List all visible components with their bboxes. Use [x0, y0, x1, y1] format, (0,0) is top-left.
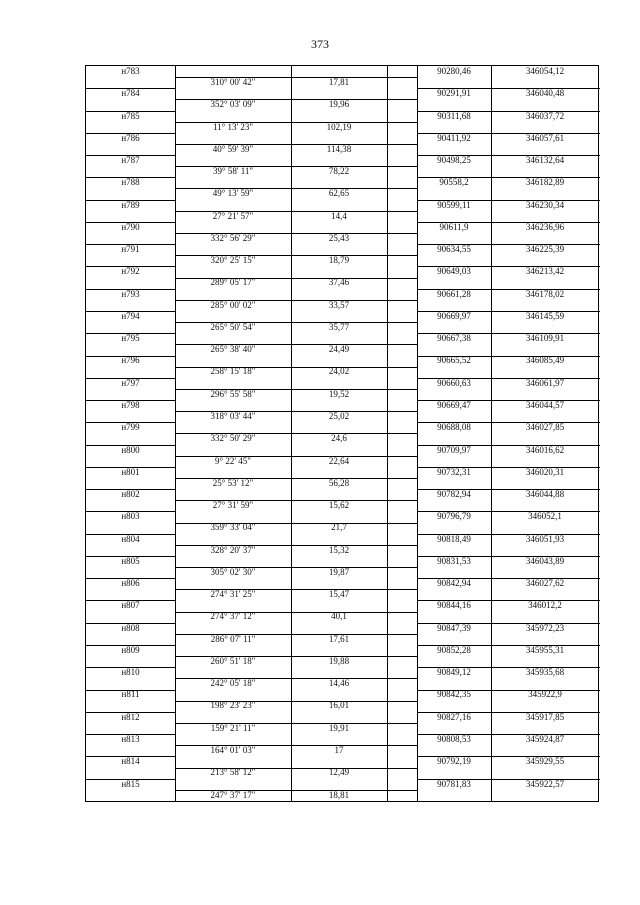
row-divider — [86, 734, 175, 735]
segment-divider — [175, 723, 417, 724]
row-divider — [86, 445, 175, 446]
point-name: н809 — [121, 644, 140, 655]
coordinate-y: 346037,72 — [525, 110, 565, 121]
coordinate-y: 346057,61 — [525, 132, 565, 143]
row-divider — [86, 556, 175, 557]
coordinate-x: 90842,35 — [437, 689, 471, 700]
segment-divider — [175, 745, 417, 746]
segment-divider — [175, 77, 417, 78]
row-divider — [417, 779, 600, 780]
segment-length: 14,4 — [331, 210, 347, 221]
row-divider — [417, 534, 600, 535]
row-divider — [86, 534, 175, 535]
column-divider — [417, 66, 418, 801]
segment-length: 17,61 — [328, 633, 350, 644]
coordinate-x: 90611,9 — [439, 221, 469, 232]
coordinate-y: 346061,97 — [525, 377, 565, 388]
row-divider — [86, 266, 175, 267]
segment-divider — [175, 389, 417, 390]
segment-angle: 159° 21' 11" — [210, 722, 256, 733]
segment-length: 19,88 — [328, 655, 350, 666]
coordinate-x: 90311,68 — [437, 110, 471, 121]
row-divider — [417, 712, 600, 713]
point-name: н804 — [121, 533, 140, 544]
segment-length: 56,28 — [328, 477, 350, 488]
segment-divider — [175, 701, 417, 702]
segment-angle: 359° 33' 04" — [210, 522, 256, 533]
coordinate-y: 345955,31 — [525, 644, 565, 655]
column-divider — [175, 66, 176, 801]
row-divider — [86, 422, 175, 423]
row-divider — [86, 511, 175, 512]
row-divider — [417, 333, 600, 334]
row-divider — [417, 623, 600, 624]
coordinate-y: 345917,85 — [525, 711, 565, 722]
point-name: н810 — [121, 667, 140, 678]
segment-angle: 265° 38' 40" — [210, 344, 256, 355]
row-divider — [86, 756, 175, 757]
segment-angle: 164° 01' 03" — [210, 744, 256, 755]
segment-length: 14,46 — [328, 678, 350, 689]
coordinate-y: 345929,55 — [525, 756, 565, 767]
coordinate-x: 90558,2 — [439, 177, 469, 188]
column-divider — [491, 66, 492, 801]
row-divider — [417, 400, 600, 401]
coordinate-x: 90411,92 — [437, 132, 471, 143]
coordinate-x: 90667,38 — [437, 333, 471, 344]
column-divider — [291, 66, 292, 801]
coordinate-x: 90291,91 — [437, 88, 471, 99]
point-name: н788 — [121, 177, 140, 188]
coordinate-x: 90669,47 — [437, 399, 471, 410]
point-name: н796 — [121, 355, 140, 366]
coordinate-y: 346230,34 — [525, 199, 565, 210]
coordinate-y: 345972,23 — [525, 622, 565, 633]
segment-divider — [175, 344, 417, 345]
segment-angle: 274° 31' 25" — [210, 589, 256, 600]
point-name: н812 — [121, 711, 140, 722]
coordinate-x: 90660,63 — [437, 377, 471, 388]
coordinate-y: 346182,89 — [525, 177, 565, 188]
segment-length: 33,57 — [328, 299, 350, 310]
segment-angle: 310° 00' 42" — [210, 77, 256, 87]
row-divider — [86, 356, 175, 357]
segment-length: 21,7 — [331, 522, 347, 533]
coordinate-y: 346052,1 — [528, 511, 562, 522]
segment-divider — [175, 612, 417, 613]
coordinate-x: 90732,31 — [437, 466, 471, 477]
row-divider — [417, 690, 600, 691]
segment-angle: 27° 31' 59" — [212, 500, 254, 511]
segment-length: 19,52 — [328, 388, 350, 399]
row-divider — [417, 734, 600, 735]
point-name: н811 — [121, 689, 140, 700]
segment-length: 15,47 — [328, 589, 350, 600]
page-number: 373 — [311, 37, 329, 51]
row-divider — [86, 311, 175, 312]
row-divider — [417, 422, 600, 423]
coordinate-x: 90808,53 — [437, 733, 471, 744]
segment-angle: 198° 23' 23" — [210, 700, 256, 711]
coordinate-y: 346012,2 — [528, 600, 562, 611]
point-name: н783 — [121, 66, 140, 76]
coordinate-x: 90831,53 — [437, 555, 471, 566]
row-divider — [417, 445, 600, 446]
segment-divider — [175, 790, 417, 791]
segment-angle: 265° 50' 54" — [210, 321, 256, 332]
segment-divider — [175, 278, 417, 279]
coordinate-x: 90796,79 — [437, 511, 471, 522]
segment-length: 22,64 — [328, 455, 350, 466]
coordinate-y: 346236,96 — [525, 221, 565, 232]
point-name: н784 — [121, 88, 140, 99]
segment-angle: 289° 05' 17" — [210, 277, 256, 288]
coordinate-y: 346027,85 — [525, 422, 565, 433]
segment-length: 24,6 — [331, 433, 347, 444]
coordinate-y: 346085,49 — [525, 355, 565, 366]
row-divider — [417, 111, 600, 112]
row-divider — [417, 756, 600, 757]
segment-divider — [175, 567, 417, 568]
row-divider — [417, 467, 600, 468]
segment-length: 19,87 — [328, 566, 350, 577]
coordinate-x: 90669,97 — [437, 310, 471, 321]
row-divider — [417, 200, 600, 201]
segment-angle: 320° 25' 15" — [210, 255, 256, 266]
segment-divider — [175, 233, 417, 234]
coordinate-y: 345935,68 — [525, 667, 565, 678]
coordinate-x: 90661,28 — [437, 288, 471, 299]
segment-angle: 247° 37' 17" — [210, 789, 256, 800]
row-divider — [86, 779, 175, 780]
coordinate-y: 345922,57 — [525, 778, 565, 789]
segment-angle: 305° 02' 30" — [210, 566, 256, 577]
row-divider — [417, 356, 600, 357]
point-name: н801 — [121, 466, 140, 477]
row-divider — [86, 645, 175, 646]
segment-divider — [175, 634, 417, 635]
coordinate-y: 346043,89 — [525, 555, 565, 566]
row-divider — [86, 578, 175, 579]
row-divider — [86, 690, 175, 691]
segment-divider — [175, 656, 417, 657]
segment-divider — [175, 144, 417, 145]
segment-length: 16,01 — [328, 700, 350, 711]
row-divider — [417, 266, 600, 267]
coordinate-y: 346044,88 — [525, 489, 565, 500]
point-name: н798 — [121, 399, 140, 410]
coordinate-x: 90688,08 — [437, 422, 471, 433]
coordinate-y: 346109,91 — [525, 333, 565, 344]
segment-angle: 296° 55' 58" — [210, 388, 256, 399]
row-divider — [417, 177, 600, 178]
row-divider — [417, 489, 600, 490]
row-divider — [86, 600, 175, 601]
row-divider — [86, 222, 175, 223]
segment-length: 37,46 — [328, 277, 350, 288]
segment-divider — [175, 255, 417, 256]
segment-angle: 328° 20' 37" — [210, 544, 256, 555]
row-divider — [417, 155, 600, 156]
row-divider — [86, 667, 175, 668]
segment-length: 19,96 — [328, 99, 350, 110]
point-name: н800 — [121, 444, 140, 455]
segment-angle: 40° 59' 39" — [212, 143, 254, 154]
segment-angle: 9° 22' 45" — [215, 455, 251, 466]
segment-length: 25,43 — [328, 232, 350, 243]
row-divider — [417, 289, 600, 290]
row-divider — [417, 244, 600, 245]
point-name: н806 — [121, 578, 140, 589]
coordinate-x: 90498,25 — [437, 155, 471, 166]
segment-divider — [175, 122, 417, 123]
segment-length: 78,22 — [328, 166, 350, 177]
coordinate-y: 346027,62 — [525, 578, 565, 589]
segment-length: 15,62 — [328, 500, 350, 511]
row-divider — [86, 712, 175, 713]
coordinate-y: 346040,48 — [525, 88, 565, 99]
point-name: н805 — [121, 555, 140, 566]
segment-length: 18,81 — [328, 789, 350, 800]
segment-angle: 25° 53' 12" — [212, 477, 254, 488]
segment-divider — [175, 433, 417, 434]
row-divider — [86, 289, 175, 290]
segment-divider — [175, 500, 417, 501]
coordinate-x: 90847,39 — [437, 622, 471, 633]
segment-divider — [175, 545, 417, 546]
segment-divider — [175, 523, 417, 524]
point-name: н790 — [121, 221, 140, 232]
row-divider — [86, 333, 175, 334]
row-divider — [86, 88, 175, 89]
row-divider — [86, 111, 175, 112]
row-divider — [417, 667, 600, 668]
coordinate-x: 90634,55 — [437, 244, 471, 255]
row-divider — [86, 200, 175, 201]
segment-angle: 258° 15' 18" — [210, 366, 256, 377]
row-divider — [417, 222, 600, 223]
segment-divider — [175, 322, 417, 323]
segment-length: 17 — [334, 744, 344, 755]
row-divider — [417, 378, 600, 379]
point-name: н787 — [121, 155, 140, 166]
point-name: н802 — [121, 489, 140, 500]
segment-length: 40,1 — [331, 611, 347, 622]
coordinate-x: 90709,97 — [437, 444, 471, 455]
segment-length: 25,02 — [328, 410, 350, 421]
coordinate-x: 90649,03 — [437, 266, 471, 277]
coordinate-y: 346225,39 — [525, 244, 565, 255]
segment-angle: 274° 37' 12" — [210, 611, 256, 622]
point-name: н793 — [121, 288, 140, 299]
segment-angle: 352° 03' 09" — [210, 99, 256, 110]
point-name: н795 — [121, 333, 140, 344]
point-name: н808 — [121, 622, 140, 633]
row-divider — [86, 244, 175, 245]
segment-angle: 318° 03' 44" — [210, 410, 256, 421]
segment-length: 114,38 — [326, 143, 352, 154]
segment-divider — [175, 478, 417, 479]
point-name: н814 — [121, 756, 140, 767]
segment-angle: 260° 51' 18" — [210, 655, 256, 666]
segment-divider — [175, 678, 417, 679]
segment-divider — [175, 589, 417, 590]
coordinate-y: 346145,59 — [525, 310, 565, 321]
point-name: н807 — [121, 600, 140, 611]
coordinate-y: 346051,93 — [525, 533, 565, 544]
row-divider — [417, 600, 600, 601]
segment-angle: 11° 13' 23" — [212, 121, 254, 132]
segment-angle: 213° 58' 12" — [210, 767, 256, 778]
coordinates-table — [85, 65, 599, 802]
segment-divider — [175, 411, 417, 412]
row-divider — [417, 645, 600, 646]
coordinate-x: 90792,19 — [437, 756, 471, 767]
coordinate-x: 90665,52 — [437, 355, 471, 366]
row-divider — [86, 489, 175, 490]
point-name: н797 — [121, 377, 140, 388]
row-divider — [417, 556, 600, 557]
coordinate-x: 90842,94 — [437, 578, 471, 589]
coordinate-y: 346213,42 — [525, 266, 565, 277]
segment-divider — [175, 300, 417, 301]
row-divider — [86, 177, 175, 178]
row-divider — [86, 467, 175, 468]
segment-divider — [175, 456, 417, 457]
coordinate-x: 90844,16 — [437, 600, 471, 611]
point-name: н815 — [121, 778, 140, 789]
coordinate-x: 90599,11 — [437, 199, 471, 210]
point-name: н792 — [121, 266, 140, 277]
row-divider — [86, 623, 175, 624]
row-divider — [417, 88, 600, 89]
row-divider — [417, 311, 600, 312]
segment-divider — [175, 211, 417, 212]
row-divider — [86, 133, 175, 134]
segment-angle: 49° 13' 59" — [212, 188, 254, 199]
segment-divider — [175, 367, 417, 368]
point-name: н789 — [121, 199, 140, 210]
segment-length: 18,79 — [328, 255, 350, 266]
segment-length: 17,81 — [328, 77, 350, 87]
coordinate-y: 346020,31 — [525, 466, 565, 477]
segment-angle: 27° 21' 57" — [212, 210, 254, 221]
segment-length: 12,49 — [328, 767, 350, 778]
segment-length: 102,19 — [326, 121, 352, 132]
row-divider — [86, 155, 175, 156]
row-divider — [417, 578, 600, 579]
coordinate-x: 90827,16 — [437, 711, 471, 722]
coordinate-y: 345924,87 — [525, 733, 565, 744]
coordinate-x: 90852,28 — [437, 644, 471, 655]
segment-divider — [175, 768, 417, 769]
segment-divider — [175, 99, 417, 100]
point-name: н785 — [121, 110, 140, 121]
coordinate-y: 346016,62 — [525, 444, 565, 455]
segment-angle: 332° 50' 29" — [210, 433, 256, 444]
row-divider — [417, 511, 600, 512]
coordinate-x: 90280,46 — [437, 66, 471, 76]
segment-length: 24,49 — [328, 344, 350, 355]
point-name: н803 — [121, 511, 140, 522]
coordinate-y: 346132,64 — [525, 155, 565, 166]
segment-length: 35,77 — [328, 321, 350, 332]
segment-angle: 332° 56' 29" — [210, 232, 256, 243]
segment-length: 24,02 — [328, 366, 350, 377]
segment-length: 19,91 — [328, 722, 350, 733]
coordinate-y: 345922,9 — [528, 689, 562, 700]
segment-angle: 242° 05' 18" — [210, 678, 256, 689]
point-name: н813 — [121, 733, 140, 744]
coordinate-y: 346044,57 — [525, 399, 565, 410]
segment-angle: 39° 58' 11" — [212, 166, 254, 177]
coordinate-x: 90849,12 — [437, 667, 471, 678]
segment-length: 15,32 — [328, 544, 350, 555]
column-divider — [387, 66, 388, 801]
segment-divider — [175, 188, 417, 189]
point-name: н786 — [121, 132, 140, 143]
row-divider — [86, 378, 175, 379]
row-divider — [417, 133, 600, 134]
segment-length: 62,65 — [328, 188, 350, 199]
row-divider — [86, 400, 175, 401]
segment-divider — [175, 166, 417, 167]
point-name: н794 — [121, 310, 140, 321]
coordinate-x: 90782,94 — [437, 489, 471, 500]
coordinate-x: 90818,49 — [437, 533, 471, 544]
segment-angle: 285° 00' 02" — [210, 299, 256, 310]
point-name: н799 — [121, 422, 140, 433]
coordinate-y: 346178,02 — [525, 288, 565, 299]
point-name: н791 — [121, 244, 140, 255]
segment-angle: 286° 07' 11" — [210, 633, 256, 644]
coordinate-y: 346054,12 — [525, 66, 565, 76]
coordinate-x: 90781,83 — [437, 778, 471, 789]
